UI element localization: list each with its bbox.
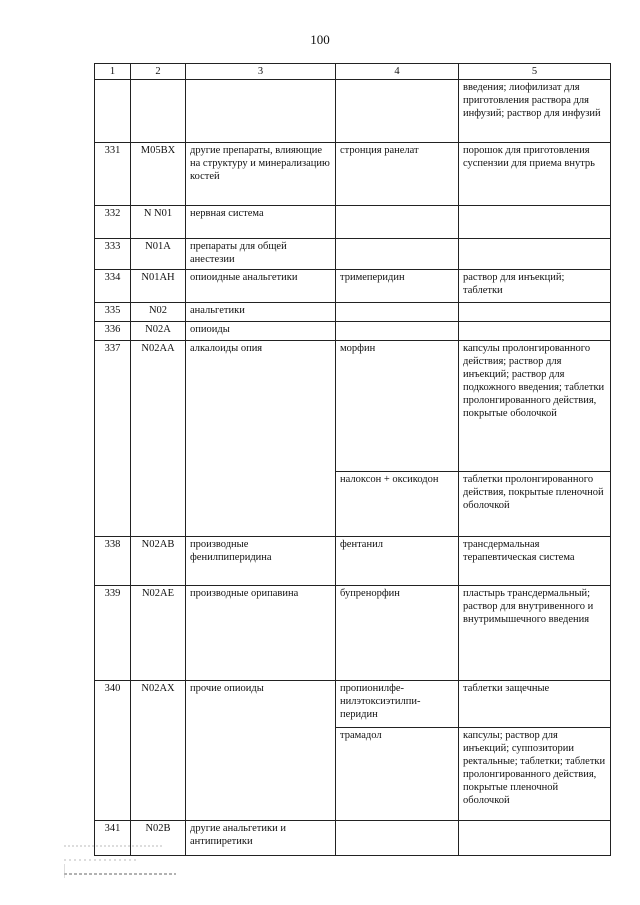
drug-name: фентанил — [336, 537, 459, 586]
header-col-3: 3 — [186, 64, 336, 80]
drug-table — [94, 63, 611, 856]
page-number: 100 — [310, 32, 330, 47]
table-row — [95, 586, 611, 681]
dosage-form: капсулы; раствор для инъекций; суппозитории ректальные; таблетки; таблетки пролонгированного действия, покрытые пленочной оболочкой — [459, 728, 611, 821]
table-row — [95, 537, 611, 586]
header-col-5: 5 — [459, 64, 611, 80]
dosage-form — [459, 322, 611, 341]
header-row — [95, 64, 611, 80]
drug-name: бупренорфин — [336, 586, 459, 681]
row-number: 340 — [95, 681, 131, 821]
table-row — [95, 270, 611, 303]
table-row — [95, 206, 611, 239]
dosage-form: капсулы пролонгированного действия; раствор для инъекций; раствор для подкожного введения; таблетки пролонгированного действия, покрытые оболочкой — [459, 341, 611, 472]
atc-code: N02AB — [131, 537, 186, 586]
atc-group-name: анальгетики — [186, 303, 336, 322]
header-col-1: 1 — [95, 64, 131, 80]
row-number: 336 — [95, 322, 131, 341]
row-number: 335 — [95, 303, 131, 322]
atc-code: N02 — [131, 303, 186, 322]
atc-group-name: производные орипавина — [186, 586, 336, 681]
atc-group-name: препараты для общей анестезии — [186, 239, 336, 270]
table-row — [95, 143, 611, 206]
table-row — [95, 239, 611, 270]
drug-name: налоксон + оксикодон — [336, 472, 459, 537]
atc-code: N02AA — [131, 341, 186, 537]
atc-group-name: алкалоиды опия — [186, 341, 336, 537]
dosage-form: пластырь трансдермальный; раствор для внутривенного и внутримышечного введения — [459, 586, 611, 681]
atc-code: N01A — [131, 239, 186, 270]
atc-code: N02A — [131, 322, 186, 341]
atc-group-name: нервная система — [186, 206, 336, 239]
atc-code: N01AH — [131, 270, 186, 303]
atc-code: N N01 — [131, 206, 186, 239]
drug-name — [336, 322, 459, 341]
row-number: 341 — [95, 821, 131, 856]
row-number: 331 — [95, 143, 131, 206]
drug-name: пропионилфе-нилэтоксиэтилпи-перидин — [336, 681, 459, 728]
row-number: 338 — [95, 537, 131, 586]
row-number: 334 — [95, 270, 131, 303]
table-row — [95, 681, 611, 728]
table-body — [95, 80, 611, 856]
dosage-form: порошок для приготовления суспензии для приема внутрь — [459, 143, 611, 206]
drug-name: тримеперидин — [336, 270, 459, 303]
drug-name: морфин — [336, 341, 459, 472]
row-number: 332 — [95, 206, 131, 239]
atc-group-name: опиоидные анальгетики — [186, 270, 336, 303]
row-number: 333 — [95, 239, 131, 270]
dosage-form — [459, 821, 611, 856]
drug-name — [336, 303, 459, 322]
dosage-form: таблетки пролонгированного действия, покрытые пленочной оболочкой — [459, 472, 611, 537]
atc-group-name: опиоиды — [186, 322, 336, 341]
drug-name: трамадол — [336, 728, 459, 821]
dosage-form: введения; лиофилизат для приготовления раствора для инфузий; раствор для инфузий — [459, 80, 611, 143]
row-number — [95, 80, 131, 143]
atc-code: M05BX — [131, 143, 186, 206]
stamp-mark-image — [64, 842, 184, 882]
table-row — [95, 303, 611, 322]
table-row — [95, 341, 611, 472]
dosage-form — [459, 206, 611, 239]
atc-group-name: другие препараты, влияющие на структуру и минерализацию костей — [186, 143, 336, 206]
dosage-form — [459, 303, 611, 322]
drug-name — [336, 80, 459, 143]
atc-code: N02AX — [131, 681, 186, 821]
atc-code: N02AE — [131, 586, 186, 681]
dosage-form — [459, 239, 611, 270]
table-row — [95, 80, 611, 143]
atc-group-name — [186, 80, 336, 143]
atc-group-name: прочие опиоиды — [186, 681, 336, 821]
atc-code — [131, 80, 186, 143]
atc-group-name: производные фенилпиперидина — [186, 537, 336, 586]
dosage-form: таблетки защечные — [459, 681, 611, 728]
header-col-2: 2 — [131, 64, 186, 80]
atc-group-name: другие анальгетики и антипиретики — [186, 821, 336, 856]
drug-name — [336, 239, 459, 270]
dosage-form: трансдермальная терапевтическая система — [459, 537, 611, 586]
row-number: 339 — [95, 586, 131, 681]
drug-name — [336, 206, 459, 239]
header-col-4: 4 — [336, 64, 459, 80]
table-row — [95, 322, 611, 341]
drug-name — [336, 821, 459, 856]
atc-code: N02B — [131, 821, 186, 856]
dosage-form: раствор для инъекций; таблетки — [459, 270, 611, 303]
row-number: 337 — [95, 341, 131, 537]
drug-name: стронция ранелат — [336, 143, 459, 206]
